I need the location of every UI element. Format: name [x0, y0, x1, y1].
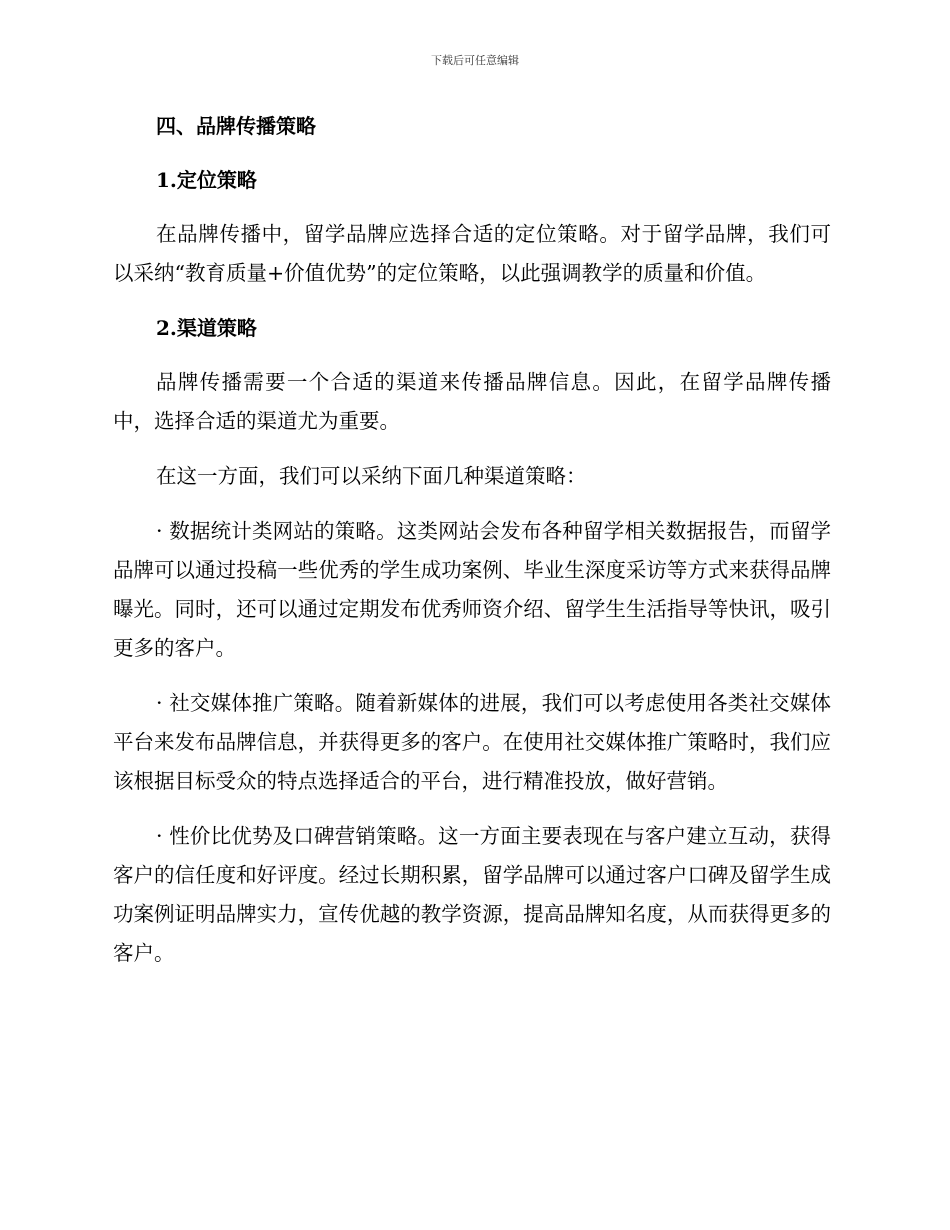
- document-body: [113, 107, 831, 989]
- paragraph-channel-lead: 在这一方面，我们可以采纳下面几种渠道策略：: [156, 464, 587, 488]
- bullet-social-media: · 社交媒体推广策略。随着新媒体的进展，我们可以考虑使用各类社交媒体平台来发布品牌信息，并获得更多的客户。在使用社交媒体推广策略时，我们应该根据目标受众的特点选择适合的平台，进行精准投放，做好营销。: [113, 691, 831, 793]
- subsection-title-channel: 2.渠道策略: [156, 316, 257, 340]
- bullet-data-sites: · 数据统计类网站的策略。这类网站会发布各种留学相关数据报告，而留学品牌可以通过投稿一些优秀的学生成功案例、毕业生深度采访等方式来获得品牌曝光。同时，还可以通过定期发布优秀师资介绍、留学生生活指导等快讯，吸引更多的客户。: [113, 519, 831, 660]
- bullet-word-of-mouth: · 性价比优势及口碑营销策略。这一方面主要表现在与客户建立互动，获得客户的信任度和好评度。经过长期积累，留学品牌可以通过客户口碑及留学生成功案例证明品牌实力，宣传优越的教学资源，提高品牌知名度，从而获得更多的客户。: [113, 824, 831, 965]
- subsection-title-positioning: 1.定位策略: [156, 168, 257, 192]
- paragraph-channel-intro: 品牌传播需要一个合适的渠道来传播品牌信息。因此，在留学品牌传播中，选择合适的渠道尤为重要。: [113, 370, 831, 433]
- section-title: 四、品牌传播策略: [156, 114, 316, 138]
- page-header: 下载后可任意编辑: [431, 54, 519, 67]
- paragraph-positioning: 在品牌传播中，留学品牌应选择合适的定位策略。对于留学品牌，我们可以采纳“教育质量+价值优势”的定位策略，以此强调教学的质量和价值。: [113, 222, 831, 285]
